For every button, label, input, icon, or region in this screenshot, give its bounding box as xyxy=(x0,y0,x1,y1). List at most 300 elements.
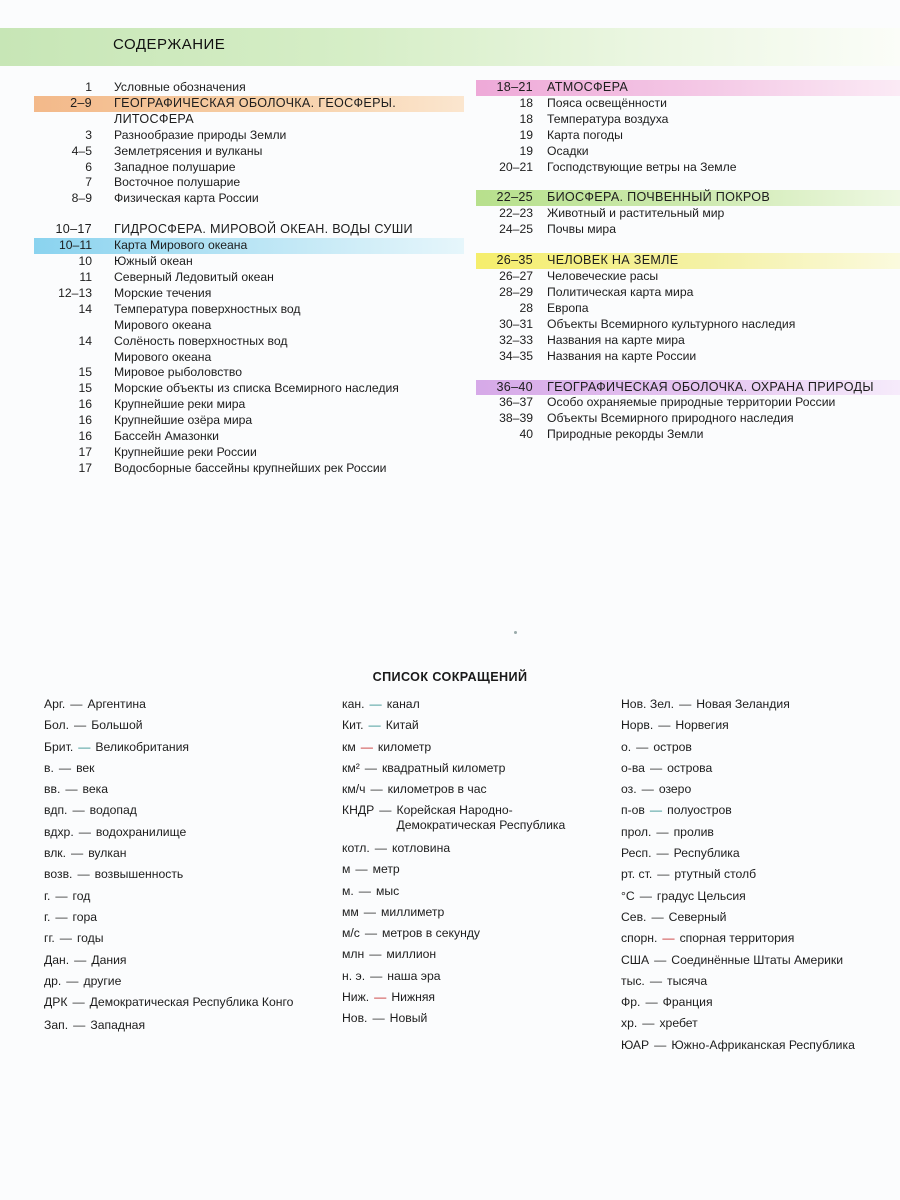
abbreviation-short: вдхр. xyxy=(44,824,74,839)
abbreviation-short: н. э. xyxy=(342,968,366,983)
abbreviation-expansion: километров в час xyxy=(387,782,487,797)
abbreviation-expansion: миллиметр xyxy=(380,904,445,919)
abbreviation-dash: — xyxy=(656,846,669,861)
abbreviation-item xyxy=(621,825,896,840)
abbreviation-short: мм xyxy=(342,904,359,919)
abbreviation-item xyxy=(44,761,324,776)
toc-entry-title: ГИДРОСФЕРА. МИРОВОЙ ОКЕАН. ВОДЫ СУШИ xyxy=(114,222,413,237)
toc-page-number: 19 xyxy=(519,127,533,142)
toc-entry-row[interactable] xyxy=(34,334,464,350)
toc-page-number: 15 xyxy=(78,365,92,380)
abbreviation-dash: — xyxy=(658,718,671,733)
abbreviation-expansion: Аргентина xyxy=(87,697,146,711)
toc-page-number: 14 xyxy=(78,301,92,316)
abbreviation-item xyxy=(621,803,896,818)
toc-entry-row[interactable] xyxy=(34,461,464,477)
abbreviation-short: тыс. xyxy=(621,973,645,988)
toc-entry-title: Карта погоды xyxy=(547,127,623,142)
toc-page-number: 16 xyxy=(78,413,92,428)
toc-entry-row[interactable] xyxy=(34,302,464,318)
abbreviation-short: Респ. xyxy=(621,846,652,861)
toc-entry-row[interactable] xyxy=(476,160,900,176)
abbreviation-short: спорн. xyxy=(621,931,658,946)
abbreviation-dash: — xyxy=(642,1016,655,1031)
abbreviation-item xyxy=(621,782,896,797)
abbreviation-short: КНДР xyxy=(342,803,375,818)
toc-page-number: 16 xyxy=(78,397,92,412)
abbreviation-short: Зап. xyxy=(44,1017,69,1032)
abbreviation-short: рт. ст. xyxy=(621,867,653,882)
abbreviation-dash: — xyxy=(656,824,669,839)
abbreviation-item xyxy=(621,953,896,968)
toc-page-number: 10 xyxy=(78,254,92,269)
print-speck xyxy=(514,631,517,634)
toc-entry-title: Южный океан xyxy=(114,254,193,269)
abbreviation-item xyxy=(44,825,324,840)
toc-entry-row[interactable] xyxy=(34,254,464,270)
toc-entry-row[interactable] xyxy=(34,144,464,160)
abbreviation-item xyxy=(44,718,324,733)
abbreviation-short: г. xyxy=(44,909,51,924)
abbreviation-dash: — xyxy=(649,803,663,818)
toc-entry-title: Мировое рыболовство xyxy=(114,365,242,380)
toc-page-number: 8–9 xyxy=(71,191,92,206)
toc-page-number: 24–25 xyxy=(499,222,533,237)
abbreviation-short: ЮАР xyxy=(621,1037,650,1052)
abbreviation-expansion: Франция xyxy=(662,995,713,1010)
abbreviation-expansion: вулкан xyxy=(88,846,127,861)
toc-entry-row[interactable] xyxy=(34,318,464,334)
toc-entry-row[interactable] xyxy=(476,411,900,427)
toc-entry-row[interactable] xyxy=(34,445,464,461)
toc-page-number: 4–5 xyxy=(71,143,92,158)
toc-entry-title: Водосборные бассейны крупнейших рек России xyxy=(114,460,387,475)
toc-entry-title: Природные рекорды Земли xyxy=(547,427,704,442)
abbreviation-dash: — xyxy=(641,782,654,797)
abbreviation-item xyxy=(342,841,612,856)
abbreviation-item xyxy=(621,1016,896,1031)
abbreviation-short: прол. xyxy=(621,824,652,839)
abbreviation-short: п-ов xyxy=(621,803,645,818)
toc-entry-row[interactable] xyxy=(476,317,900,333)
abbreviation-expansion: Демократическая Республика Конго xyxy=(89,995,294,1010)
toc-entry-title: Разнообразие природы Земли xyxy=(114,127,287,142)
toc-section-row[interactable] xyxy=(34,222,464,238)
toc-entry-title: Северный Ледовитый океан xyxy=(114,269,274,284)
toc-entry-row[interactable] xyxy=(34,191,464,207)
abbreviation-item xyxy=(342,884,612,899)
abbreviation-expansion: мыс xyxy=(375,883,400,898)
toc-entry-row[interactable] xyxy=(34,270,464,286)
toc-entry-title: ГЕОГРАФИЧЕСКАЯ ОБОЛОЧКА. ОХРАНА ПРИРОДЫ xyxy=(547,379,874,394)
abbreviation-dash: — xyxy=(58,760,72,775)
abbreviation-expansion: год xyxy=(72,888,91,903)
abbreviation-expansion: острова xyxy=(667,760,713,775)
abbreviation-item xyxy=(621,995,896,1010)
abbreviation-item xyxy=(44,846,324,861)
abbreviation-dash: — xyxy=(662,931,675,946)
abbreviation-short: Кит. xyxy=(342,718,364,733)
abbreviation-expansion: котловина xyxy=(391,840,451,855)
toc-page-number: 28 xyxy=(519,300,533,315)
toc-entry-row[interactable] xyxy=(476,144,900,160)
abbreviation-item xyxy=(342,1011,612,1026)
abbreviation-item xyxy=(44,995,324,1010)
toc-page-number: 18–21 xyxy=(496,80,533,94)
abbreviation-short: вдп. xyxy=(44,803,68,818)
toc-section-row[interactable] xyxy=(476,190,900,206)
abbreviation-dash: — xyxy=(65,782,78,797)
abbreviation-short: др. xyxy=(44,973,62,988)
abbreviation-expansion: пролив xyxy=(673,824,714,839)
abbreviation-expansion: Южно-Африканская Республика xyxy=(671,1037,855,1052)
abbreviation-item xyxy=(621,867,896,882)
abbreviation-expansion: века xyxy=(82,782,109,797)
toc-entry-row[interactable] xyxy=(476,333,900,349)
abbreviation-short: Нов. xyxy=(342,1011,368,1026)
toc-entry-title: Особо охраняемые природные территории России xyxy=(547,395,836,410)
abbreviation-short: хр. xyxy=(621,1016,638,1031)
abbreviation-expansion: полуостров xyxy=(667,803,732,818)
toc-page-number: 36–37 xyxy=(499,395,533,410)
toc-entry-row[interactable] xyxy=(476,222,900,238)
abbreviation-dash: — xyxy=(657,867,670,882)
abbreviation-item xyxy=(621,931,896,946)
toc-page-number: 19 xyxy=(519,143,533,158)
toc-entry-title: Физическая карта России xyxy=(114,191,259,206)
abbreviation-expansion: водохранилище xyxy=(95,824,187,839)
toc-page-number: 12–13 xyxy=(58,285,92,300)
abbreviation-dash: — xyxy=(72,803,85,818)
abbreviation-item xyxy=(621,974,896,989)
toc-page-number: 7 xyxy=(85,175,92,190)
abbreviation-dash: — xyxy=(77,867,90,882)
abbreviation-item xyxy=(44,953,324,968)
abbreviation-dash: — xyxy=(74,952,87,967)
abbreviation-short: вв. xyxy=(44,782,61,797)
toc-entry-row[interactable] xyxy=(476,96,900,112)
abbreviation-short: оз. xyxy=(621,782,637,797)
toc-entry-title: Почвы мира xyxy=(547,222,616,237)
abbreviation-dash: — xyxy=(374,990,387,1005)
toc-page-number: 1 xyxy=(85,80,92,94)
abbreviation-item xyxy=(342,990,612,1005)
toc-entry-row[interactable] xyxy=(34,175,464,191)
abbreviation-item xyxy=(621,761,896,776)
abbreviation-expansion: градус Цельсия xyxy=(656,888,746,903)
abbreviation-dash: — xyxy=(360,739,373,754)
abbreviation-dash: — xyxy=(370,968,383,983)
abbreviation-short: о-ва xyxy=(621,760,645,775)
toc-entry-row[interactable] xyxy=(476,128,900,144)
abbreviation-dash: — xyxy=(358,883,371,898)
abbreviation-expansion: Великобритания xyxy=(95,739,189,754)
abbreviation-short: км/ч xyxy=(342,782,366,797)
toc-page-number: 38–39 xyxy=(499,411,533,426)
abbreviation-dash: — xyxy=(364,760,377,775)
toc-page-number: 3 xyxy=(85,127,92,142)
toc-entry-row[interactable] xyxy=(34,238,464,254)
toc-entry-title: Осадки xyxy=(547,143,589,158)
toc-entry-row[interactable] xyxy=(476,427,900,443)
toc-page-number: 16 xyxy=(78,429,92,444)
abbreviation-dash: — xyxy=(74,718,87,733)
abbreviation-expansion: спорная территория xyxy=(679,931,795,946)
abbreviation-item xyxy=(342,926,612,941)
abbreviation-expansion: ртутный столб xyxy=(674,867,757,882)
toc-page-number: 10–11 xyxy=(59,238,92,253)
toc-page-number: 17 xyxy=(78,460,92,475)
abbreviation-dash: — xyxy=(679,697,692,711)
toc-section-row[interactable] xyxy=(476,253,900,269)
abbreviation-short: гг. xyxy=(44,931,55,946)
abbreviation-expansion: Корейская Народно-Демократическая Республика xyxy=(396,803,566,833)
abbreviation-dash: — xyxy=(372,1011,385,1026)
abbreviation-item xyxy=(44,910,324,925)
toc-page-number: 22–25 xyxy=(496,190,533,205)
abbreviation-item xyxy=(342,761,612,776)
toc-entry-title: Европа xyxy=(547,300,589,315)
abbreviation-short: кан. xyxy=(342,697,365,711)
abbreviation-expansion: Норвегия xyxy=(675,718,729,733)
toc-entry-title: Солёность поверхностных вод xyxy=(114,333,288,348)
abbreviation-item xyxy=(342,905,612,920)
abbreviation-short: г. xyxy=(44,888,51,903)
abbreviation-expansion: Соединённые Штаты Америки xyxy=(671,952,844,967)
abbreviation-expansion: километр xyxy=(377,739,432,754)
abbreviation-item xyxy=(621,910,896,925)
toc-page-number: 2–9 xyxy=(70,95,92,110)
toc-entry-row[interactable] xyxy=(476,206,900,222)
toc-entry-title: Политическая карта мира xyxy=(547,284,694,299)
abbreviation-dash: — xyxy=(645,995,658,1010)
toc-entry-title: Восточное полушарие xyxy=(114,175,241,190)
toc-page-number: 40 xyxy=(519,427,533,442)
abbreviation-dash: — xyxy=(72,995,85,1010)
toc-page-number: 11 xyxy=(79,269,92,284)
abbreviation-item xyxy=(44,803,324,818)
abbreviation-short: США xyxy=(621,952,650,967)
abbreviation-short: ДРК xyxy=(44,995,68,1010)
toc-page-number: 32–33 xyxy=(499,332,533,347)
abbreviation-dash: — xyxy=(649,760,663,775)
toc-entry-title: ЛИТОСФЕРА xyxy=(114,111,194,126)
toc-section-row[interactable] xyxy=(34,96,464,112)
toc-section-row[interactable] xyxy=(34,112,464,128)
abbreviation-dash: — xyxy=(374,840,387,855)
abbreviation-short: в. xyxy=(44,760,54,775)
abbreviation-dash: — xyxy=(654,1037,667,1052)
abbreviation-short: Брит. xyxy=(44,739,74,754)
abbreviation-short: млн xyxy=(342,947,365,962)
toc-entry-title: Температура воздуха xyxy=(547,111,669,126)
abbreviations-title: СПИСОК СОКРАЩЕНИЙ xyxy=(372,670,528,684)
abbreviation-item xyxy=(621,718,896,733)
toc-entry-title: Объекты Всемирного природного наследия xyxy=(547,411,794,426)
abbreviation-short: м/с xyxy=(342,926,360,941)
abbreviation-dash: — xyxy=(70,697,83,711)
abbreviation-dash: — xyxy=(78,739,91,754)
toc-entry-title: Температура поверхностных вод xyxy=(114,301,301,316)
abbreviation-dash: — xyxy=(66,973,79,988)
abbreviation-expansion: Западная xyxy=(90,1017,146,1032)
toc-page-number: 30–31 xyxy=(499,316,533,331)
abbreviation-expansion: водопад xyxy=(89,803,137,818)
toc-entry-row[interactable] xyxy=(476,269,900,285)
toc-left-column xyxy=(34,80,464,477)
abbreviation-expansion: Большой xyxy=(91,718,143,733)
abbreviation-dash: — xyxy=(379,803,392,818)
abbreviations-column-2 xyxy=(342,697,612,1033)
toc-entry-title: Господствующие ветры на Земле xyxy=(547,159,737,174)
toc-entry-title: БИОСФЕРА. ПОЧВЕННЫЙ ПОКРОВ xyxy=(547,190,771,205)
toc-page-number: 18 xyxy=(519,111,533,126)
abbreviation-expansion: гора xyxy=(72,909,98,924)
toc-page-number: 36–40 xyxy=(496,379,533,394)
abbreviation-item xyxy=(342,740,612,755)
toc-entry-row[interactable] xyxy=(476,285,900,301)
toc-section-row[interactable] xyxy=(476,80,900,96)
toc-entry-row[interactable] xyxy=(34,160,464,176)
toc-entry-row[interactable] xyxy=(34,286,464,302)
abbreviations-column-1 xyxy=(44,697,324,1039)
toc-right-column xyxy=(476,80,900,443)
abbreviation-expansion: озеро xyxy=(658,782,692,797)
abbreviation-item xyxy=(342,947,612,962)
toc-page-number: 17 xyxy=(78,444,92,459)
abbreviation-expansion: век xyxy=(76,760,95,775)
abbreviation-short: возв. xyxy=(44,867,73,882)
abbreviation-dash: — xyxy=(73,1017,86,1032)
toc-title: СОДЕРЖАНИЕ xyxy=(113,36,226,53)
toc-page-number: 22–23 xyxy=(499,206,533,221)
abbreviation-short: о. xyxy=(621,739,632,754)
toc-entry-title: Крупнейшие озёра мира xyxy=(114,413,253,428)
toc-entry-row[interactable] xyxy=(476,395,900,411)
abbreviation-dash: — xyxy=(649,973,663,988)
abbreviations-column-3 xyxy=(621,697,896,1059)
toc-entry-row[interactable] xyxy=(34,350,464,366)
toc-entry-row[interactable] xyxy=(34,381,464,397)
toc-page-number: 15 xyxy=(78,381,92,396)
abbreviation-item xyxy=(342,782,612,797)
toc-entry-title: Крупнейшие реки мира xyxy=(114,397,246,412)
toc-page-number: 18 xyxy=(519,95,533,110)
abbreviation-expansion: наша эра xyxy=(387,968,441,983)
abbreviation-expansion: Новая Зеландия xyxy=(696,697,790,711)
abbreviation-item xyxy=(44,1018,324,1033)
abbreviation-dash: — xyxy=(369,947,382,962)
toc-entry-title: АТМОСФЕРА xyxy=(547,80,629,94)
abbreviation-expansion: метр xyxy=(372,862,400,877)
toc-entry-title: Условные обозначения xyxy=(114,80,246,94)
abbreviation-item xyxy=(342,718,612,733)
abbreviation-expansion: другие xyxy=(83,973,122,988)
abbreviation-dash: — xyxy=(651,909,664,924)
toc-entry-title: Животный и растительный мир xyxy=(547,206,725,221)
abbreviation-item xyxy=(44,867,324,882)
toc-entry-title: Землетрясения и вулканы xyxy=(114,143,263,158)
abbreviation-dash: — xyxy=(355,862,368,877)
toc-page-number: 20–21 xyxy=(499,159,533,174)
toc-entry-title: Мирового океана xyxy=(114,349,212,364)
abbreviation-short: котл. xyxy=(342,840,370,855)
abbreviation-item xyxy=(44,931,324,946)
toc-entry-row[interactable] xyxy=(34,365,464,381)
abbreviation-dash: — xyxy=(71,846,84,861)
abbreviation-item xyxy=(44,740,324,755)
toc-entry-title: Объекты Всемирного культурного наследия xyxy=(547,316,796,331)
abbreviation-expansion: Дания xyxy=(91,952,127,967)
abbreviation-dash: — xyxy=(636,739,649,754)
toc-entry-title: Карта Мирового океана xyxy=(114,238,248,253)
abbreviation-short: Сев. xyxy=(621,909,647,924)
abbreviation-expansion: Республика xyxy=(673,846,740,861)
toc-entry-row[interactable] xyxy=(34,128,464,144)
abbreviation-dash: — xyxy=(639,888,652,903)
toc-entry-title: Крупнейшие реки России xyxy=(114,444,257,459)
toc-entry-row[interactable] xyxy=(34,397,464,413)
abbreviation-item xyxy=(342,969,612,984)
abbreviation-item xyxy=(44,697,324,712)
abbreviation-dash: — xyxy=(78,824,91,839)
abbreviation-short: Фр. xyxy=(621,995,641,1010)
toc-page-number: 28–29 xyxy=(499,284,533,299)
toc-section-row[interactable] xyxy=(476,380,900,396)
abbreviation-short: °С xyxy=(621,888,635,903)
toc-entry-title: Морские течения xyxy=(114,285,212,300)
toc-entry-title: Бассейн Амазонки xyxy=(114,429,219,444)
abbreviation-item xyxy=(621,697,896,712)
abbreviation-dash: — xyxy=(370,782,383,797)
abbreviation-short: Норв. xyxy=(621,718,654,733)
abbreviation-item xyxy=(44,974,324,989)
toc-entry-row[interactable] xyxy=(476,112,900,128)
abbreviation-expansion: Китай xyxy=(385,718,419,733)
abbreviation-item xyxy=(621,846,896,861)
abbreviation-dash: — xyxy=(59,931,72,946)
abbreviation-short: влк. xyxy=(44,846,67,861)
toc-entry-row[interactable] xyxy=(476,349,900,365)
abbreviation-dash: — xyxy=(369,697,382,711)
abbreviation-dash: — xyxy=(368,718,381,733)
abbreviation-expansion: Нижняя xyxy=(391,990,436,1005)
abbreviation-expansion: Новый xyxy=(389,1011,428,1026)
toc-entry-row[interactable] xyxy=(34,429,464,445)
abbreviation-item xyxy=(342,697,612,712)
toc-entry-title: ЧЕЛОВЕК НА ЗЕМЛЕ xyxy=(547,253,679,268)
toc-page-number: 6 xyxy=(85,159,92,174)
toc-page-number: 10–17 xyxy=(55,222,92,237)
abbreviation-short: м. xyxy=(342,883,354,898)
abbreviation-item xyxy=(44,782,324,797)
toc-entry-title: Морские объекты из списка Всемирного наследия xyxy=(114,381,399,396)
abbreviation-expansion: остров xyxy=(653,739,692,754)
toc-entry-title: Западное полушарие xyxy=(114,159,236,174)
toc-entry-row[interactable] xyxy=(34,413,464,429)
toc-page-number: 26–27 xyxy=(499,269,533,284)
toc-page-number: 14 xyxy=(78,333,92,348)
abbreviation-short: Дан. xyxy=(44,952,70,967)
abbreviation-item xyxy=(44,889,324,904)
abbreviation-dash: — xyxy=(55,909,68,924)
toc-entry-row[interactable] xyxy=(476,301,900,317)
abbreviation-short: Бол. xyxy=(44,718,70,733)
toc-entry-row[interactable] xyxy=(34,80,464,96)
toc-page-number: 34–35 xyxy=(499,348,533,363)
abbreviation-expansion: канал xyxy=(386,697,420,711)
toc-entry-title: Мирового океана xyxy=(114,317,212,332)
